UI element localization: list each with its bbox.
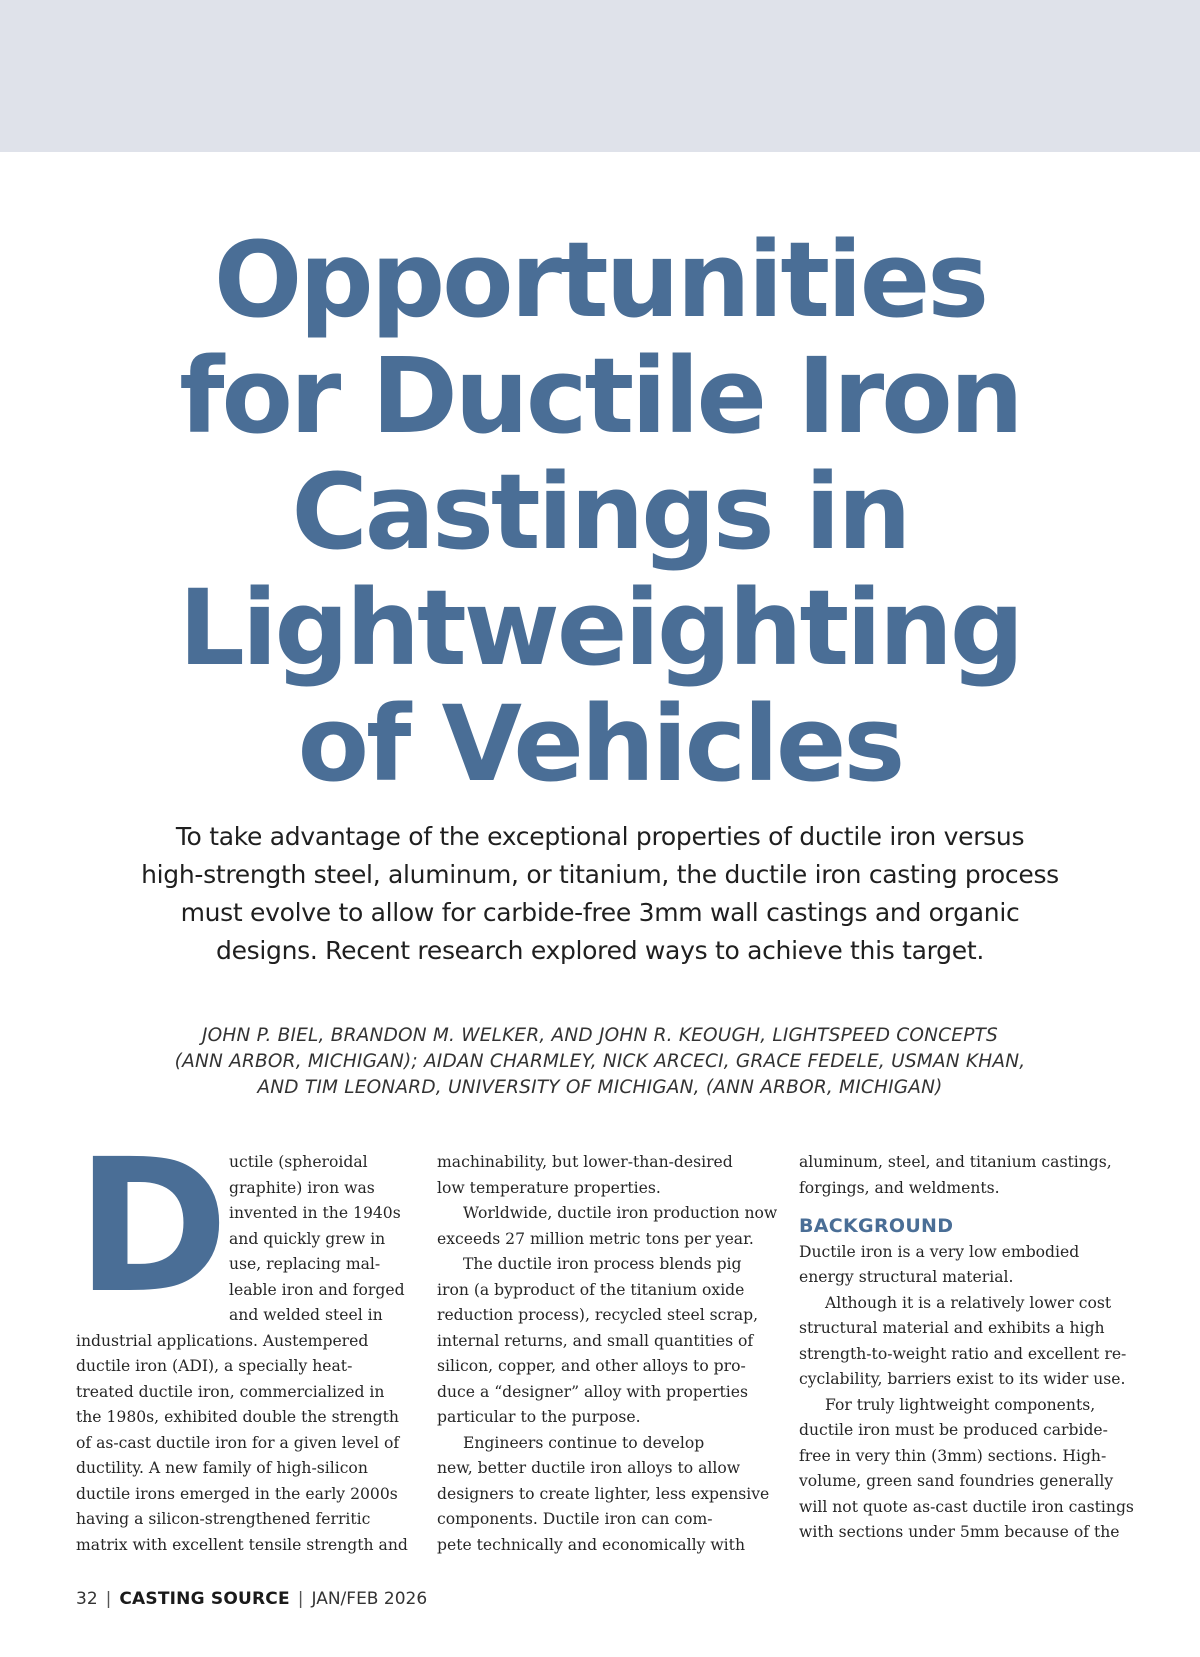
body-line: machinability, but lower-than-desired (437, 1153, 733, 1171)
article-deck (110, 818, 1090, 970)
publication-name: CASTING SOURCE (119, 1589, 290, 1609)
body-line: cyclability, barriers exist to its wider use. (799, 1370, 1126, 1388)
body-line: Engineers continue to develop (463, 1433, 705, 1452)
body-line: and quickly grew in (229, 1229, 386, 1248)
body-line: will not quote as-cast ductile iron castings (799, 1497, 1134, 1516)
body-column-3 (799, 1150, 1134, 1546)
deck-line: To take advantage of the exceptional properties of ductile iron versus (175, 822, 1025, 851)
body-line: ductile iron (ADI), a specially heat- (76, 1357, 353, 1375)
title-line: for Ductile Iron (179, 335, 1021, 457)
body-line: new, better ductile iron alloys to allow (437, 1459, 741, 1477)
body-line: reduction process), recycled steel scrap, (437, 1306, 759, 1324)
body-line: energy structural material. (799, 1268, 1014, 1286)
section-heading-background: BACKGROUND (799, 1215, 954, 1237)
body-line: Worldwide, ductile iron production now (463, 1204, 778, 1222)
deck-line: designs. Recent research explored ways to achieve this target. (216, 936, 984, 965)
footer-divider: | (297, 1589, 304, 1609)
body-line: duce a “designer” alloy with properties (437, 1382, 749, 1401)
title-line: Lightweighting (178, 567, 1022, 689)
body-line: ductile irons emerged in the early 2000s (76, 1484, 398, 1503)
byline-line: JOHN P. BIEL, BRANDON M. WELKER, AND JOHN R. KEOUGH, LIGHTSPEED CONCEPTS (202, 1025, 998, 1046)
body-column-2 (437, 1150, 778, 1558)
footer-divider: | (105, 1589, 112, 1609)
body-line: use, replacing mal- (229, 1255, 381, 1273)
body-line: graphite) iron was (229, 1178, 375, 1197)
body-line: low temperature properties. (437, 1178, 661, 1197)
title-line: of Vehicles (297, 683, 903, 805)
byline-line: AND TIM LEONARD, UNIVERSITY OF MICHIGAN, (ANN ARBOR, MICHIGAN) (257, 1077, 943, 1098)
body-line: treated ductile iron, commercialized in (76, 1382, 385, 1401)
body-line: pete technically and economically with (437, 1535, 745, 1554)
article-title (60, 219, 1140, 805)
deck-line: must evolve to allow for carbide-free 3mm wall castings and organic (180, 898, 1020, 927)
issue-date: JAN/FEB 2026 (311, 1589, 428, 1609)
page-footer (76, 1585, 427, 1613)
body-line: strength-to-weight ratio and excellent re- (799, 1344, 1127, 1363)
drop-cap: D (76, 1120, 225, 1334)
body-line: components. Ductile iron can com- (437, 1510, 713, 1528)
body-line: uctile (spheroidal (229, 1153, 368, 1171)
title-line: Opportunities (213, 219, 987, 341)
title-line: Castings in (291, 451, 909, 573)
body-line: and welded steel in (229, 1306, 383, 1324)
body-line: structural material and exhibits a high (799, 1319, 1105, 1337)
body-line: internal returns, and small quantities of (437, 1331, 754, 1350)
body-line: exceeds 27 million metric tons per year. (437, 1229, 754, 1248)
body-line: iron (a byproduct of the titanium oxide (437, 1280, 745, 1299)
body-line: ductile iron must be produced carbide- (799, 1421, 1108, 1439)
body-line: For truly lightweight components, (825, 1395, 1096, 1414)
body-line: free in very thin (3mm) sections. High- (799, 1446, 1107, 1465)
body-line: silicon, copper, and other alloys to pro- (437, 1357, 746, 1375)
body-line: aluminum, steel, and titanium castings, (799, 1153, 1112, 1171)
deck-line: high-strength steel, aluminum, or titanium, the ductile iron casting process (141, 860, 1059, 889)
body-line: leable iron and forged (229, 1280, 405, 1299)
body-line: Ductile iron is a very low embodied (799, 1242, 1080, 1261)
body-line: designers to create lighter, less expensive (437, 1484, 770, 1503)
body-line: volume, green sand foundries generally (799, 1472, 1114, 1490)
byline-line: (ANN ARBOR, MICHIGAN); AIDAN CHARMLEY, NICK ARCECI, GRACE FEDELE, USMAN KHAN, (174, 1051, 1026, 1072)
body-line: of as-cast ductile iron for a given level of (76, 1433, 400, 1452)
body-line: particular to the purpose. (437, 1408, 641, 1426)
body-line: with sections under 5mm because of the (799, 1523, 1120, 1541)
header-band (0, 0, 1200, 152)
body-line: the 1980s, exhibited double the strength (76, 1408, 399, 1426)
body-line: Although it is a relatively lower cost (825, 1293, 1112, 1312)
body-line: having a silicon-strengthened ferritic (76, 1510, 371, 1528)
body-line: industrial applications. Austempered (76, 1331, 369, 1350)
body-line: forgings, and weldments. (799, 1178, 1000, 1197)
author-byline (100, 1023, 1100, 1101)
body-line: invented in the 1940s (229, 1204, 401, 1222)
page-number: 32 (76, 1589, 98, 1609)
body-line: The ductile iron process blends pig (463, 1255, 742, 1273)
body-line: ductility. A new family of high-silicon (76, 1459, 368, 1477)
body-line: matrix with excellent tensile strength and (76, 1535, 408, 1554)
body-column-1 (76, 1120, 408, 1558)
